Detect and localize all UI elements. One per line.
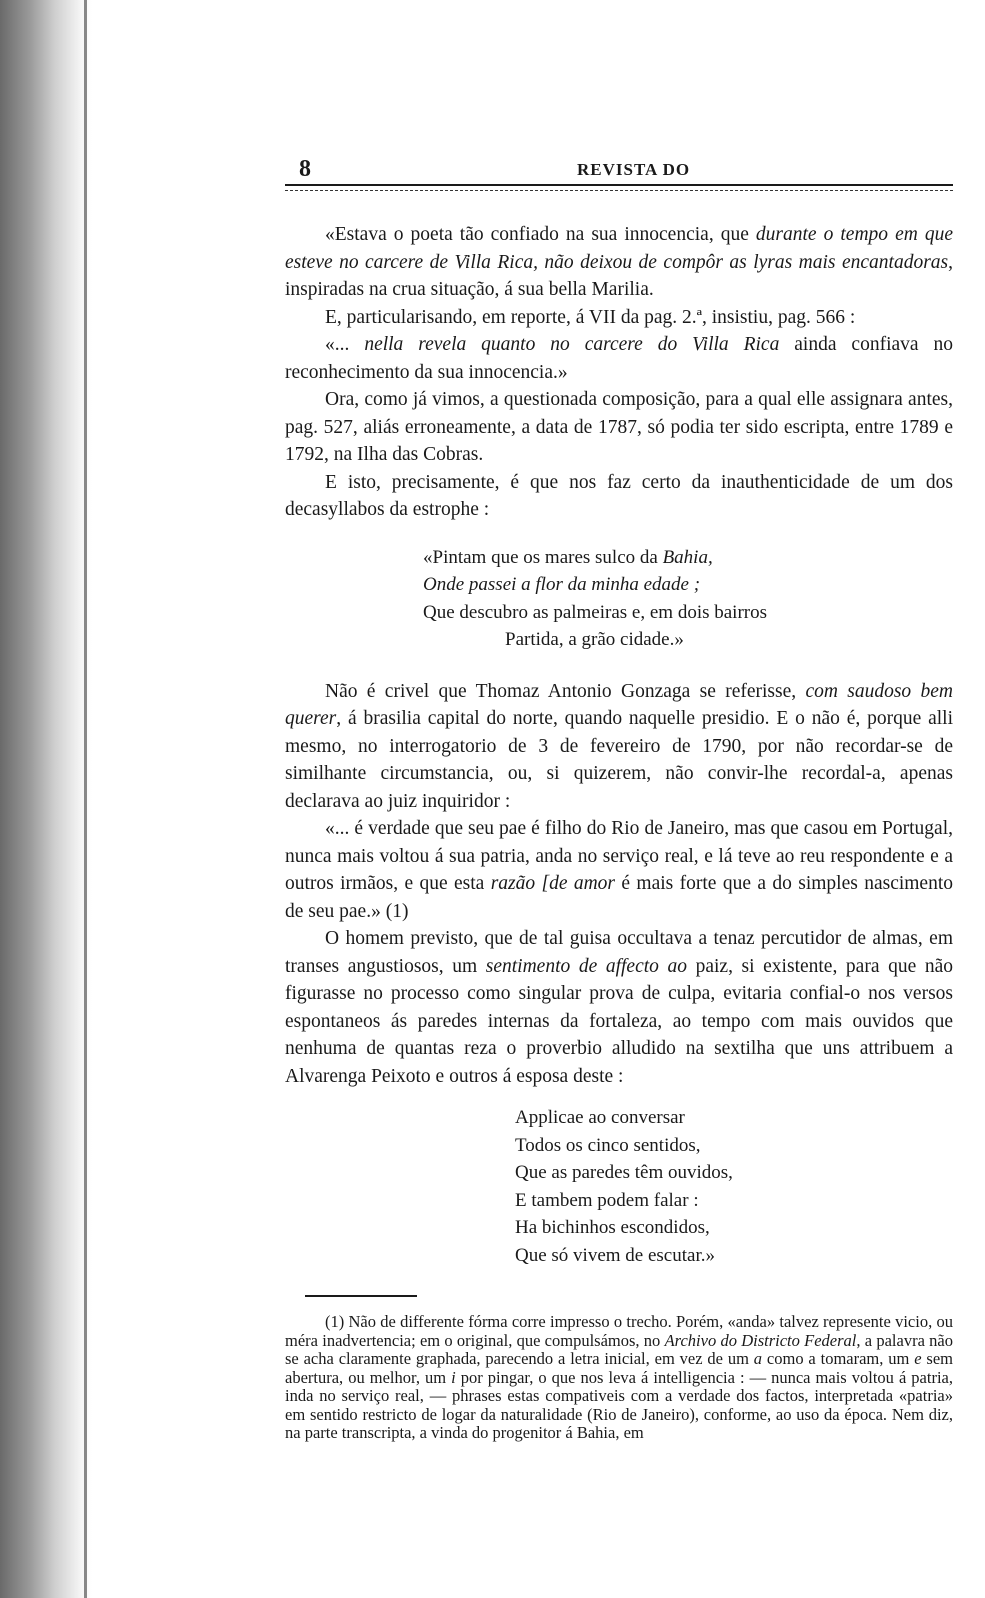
verse-2-line-1: Applicae ao conversar [515,1107,685,1128]
footnote-italic-4: i [451,1367,456,1387]
paragraph-7-text-end: é mais forte que a do simples nascimento de seu pae.» (1) [285,873,954,922]
footnote-italic-2: a [753,1349,763,1368]
paragraph-3-italic: nella revela quanto no carcere do Villa Rica [364,334,780,355]
paragraph-1 [285,221,953,304]
paragraph-6 [285,678,953,816]
verse-2-line-4: E tambem podem falar : [515,1189,699,1211]
verse-stanza-2 [515,1104,953,1269]
verse-2-line-5: Ha bichinhos escondidos, [515,1217,710,1238]
paragraph-3-text-end: ainda confiava no reconhecimento da sua innocencia.» [285,334,953,383]
page-binding-shadow [0,0,92,1598]
verse-1-line-4: Partida, a grão cidade.» [505,629,684,650]
paragraph-6-italic: com saudoso bem querer [285,680,953,729]
paragraph-2: E, particularisando, em reporte, á VII da pag. 2.ª, insistiu, pag. 566 : [325,306,856,328]
paragraph-1-text: «Estava o poeta tão confiado na sua innocencia, que [325,224,756,245]
paragraph-8-italic: sentimento de affecto ao [485,955,687,977]
paragraph-7-italic: razão [de amor [490,873,616,894]
binding-edge-line [84,0,87,1598]
footnote-paragraph [285,1313,953,1443]
verse-1-line-1-text: «Pintam que os mares sulco da [423,546,663,568]
verse-1-line-1 [423,544,953,572]
book-page [285,148,953,1443]
paragraph-3-text: «... [325,334,365,355]
verse-2-line-2: Todos os cinco sentidos, [515,1134,701,1156]
footnote-text-1: (1) Não de differente fórma corre impresso o trecho. Porém, «anda» talvez represente vicio, ou méra inadvertencia; em o original, que compulsámos, no [285,1312,953,1350]
paragraph-7-text: «... é verdade que seu pae é filho do Rio de Janeiro, mas que casou em Portugal, nunca mais voltou á sua patria, anda no serviço real, e lá teve ao reu respondente e a outros irmãos, e que esta [285,818,953,894]
verse-2-line-3: Que as paredes têm ouvidos, [515,1162,733,1183]
verse-1-line-2 [423,571,953,599]
running-head: REVISTA DO [577,160,691,179]
paragraph-8-text-end: paiz, si existente, para que não figurasse no processo como singular prova de culpa, evitaria confial-o nos versos espontaneos ás paredes internas da fortaleza, ao tempo com mais ouvidos que nenhuma de quantas reza o proverbio alludido na sextilha que uns attribuem a Alvarenga Peixoto e outros á esposa deste : [285,955,953,1087]
footnote-text-5: por pingar, o que nos leva á intelligencia : — nunca mais voltou á patria, inda no serviço real, — phrases estas compativeis com a verdade dos factos, interpretada «patria» em sentido restricto de logar da naturalidade (Rio de Janeiro), conforme, ao uso da época. Nem diz, na parte transcripta, a vinda do progenitor á Bahia, em [285,1367,953,1442]
verse-2-line-6: Que só vivem de escutar.» [515,1244,715,1266]
paragraph-1-italic: durante o tempo em que esteve no carcere de Villa Rica, não deixou de compôr as lyras mais encantadoras [285,224,953,273]
footnote-italic-3: e [914,1349,922,1368]
paragraph-1-text-end: , inspiradas na crua situação, á sua bella Marilia. [285,251,953,300]
paragraph-6-text: Não é crivel que Thomaz Antonio Gonzaga se referisse, [325,680,806,702]
paragraph-6-text-end: , á brasilia capital do norte, quando naquelle presidio. E o não é, porque alli mesmo, no interrogatorio de 3 de fevereiro de 1790, por não recordar-se de similhante circumstancia, ou, si quizerem, não convir-lhe recordal-a, apenas declarava ao juiz inquiridor : [285,708,953,812]
footnote [285,1313,953,1443]
paragraph-4: Ora, como já vimos, a questionada composição, para a qual elle assignara antes, pag. 527, aliás erroneamente, a data de 1787, só podia ter sido escripta, entre 1789 e 1792, na Ilha das Cobras. [285,389,953,465]
page-header [285,148,953,182]
verse-stanza-1 [423,544,953,654]
footnote-italic-1: Archivo do Districto Federal [664,1330,857,1350]
paragraph-5: E isto, precisamente, é que nos faz certo da inauthenticidade de um dos decasyllabos da estrophe : [285,471,953,520]
footnote-text-3: como a tomaram, um [762,1349,915,1368]
verse-1-line-1-italic: Bahia, [662,546,713,568]
footnote-text-2: , a palavra não se acha claramente graphada, parecendo a letra inicial, em vez de um [285,1330,953,1368]
paragraph-7 [285,815,953,925]
verse-1-line-3: Que descubro as palmeiras e, em dois bairros [423,601,768,623]
body-text [285,221,953,1269]
page-number: 8 [299,156,311,182]
header-rule [285,184,953,191]
footnote-text-4: sem abertura, ou melhor, um [285,1349,953,1387]
paragraph-8 [285,925,953,1090]
verse-1-line-2-italic: Onde passei a flor da minha edade ; [423,574,701,595]
paragraph-8-text: O homem previsto, que de tal guisa occultava a tenaz percutidor de almas, em transes angustiosos, um [285,928,953,977]
footnote-rule [305,1295,417,1297]
paragraph-3 [285,331,953,386]
